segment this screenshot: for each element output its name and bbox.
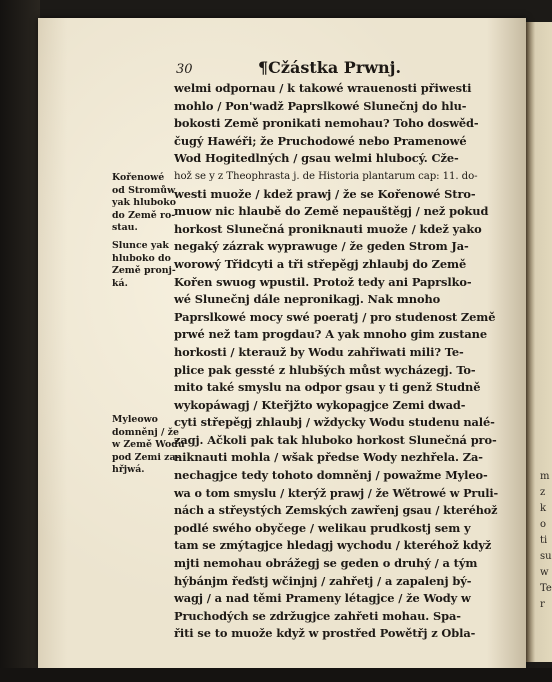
margin-note-line: Země pronj- [112,265,176,277]
text-line: plice pak gessté z hlubšých můst wycházegj. To- [174,362,476,377]
next-page-fragment: ti [540,535,548,546]
text-line: westi muože / kdež prawj / že se Kořenowé Stro- [174,186,476,201]
margin-note-line: pod Zemi za- [112,451,180,463]
text-line: mohlo / Pon'wadž Paprslkowé Slunečnj do hlu- [174,98,467,113]
text-line: Pruchodých se zdržugjce zahřeti mohau. Spa- [174,608,461,623]
next-page-fragment: o [540,519,547,530]
text-line: řiti se to muože když w prostřed Powětřj z Obla- [174,626,476,641]
margin-note-line: domněnj / že [112,426,179,438]
margin-note-line: Myleowo [112,414,158,425]
text-line: hož se y z Theophrasta j. de Historia plantarum cap: 11. do- [174,170,478,182]
text-line: mito také smyslu na odpor gsau y ti genž Studně [174,380,481,395]
margin-note-roots [112,172,177,235]
text-line: nách a střeystých Zemských zawřenj gsau / kteréhož [174,503,498,518]
next-page-fragment: w [540,567,549,578]
text-line: Wod Hogitedlných / gsau welmi hlubocý. Cže- [174,151,459,166]
text-line: mjti nemohau obrážegj se geden o druhý / a tým [174,556,478,571]
text-line: welmi odpornau / k takowé wrauenosti přiwesti [174,81,472,95]
text-line: cyti střepěgj zhlaubj / wždycky Wodu studenu nalé- [174,415,495,430]
text-line: niknauti mohla / wšak předse Wody nezhřela. Za- [174,450,483,465]
margin-note-line: Kořenowé [112,172,165,183]
text-line: horkost Slunečná proniknauti muože / kdež yako [174,221,482,236]
text-line: wykopáwagj / Kteřjžto wykopagjce Zemi dwad- [174,397,466,412]
text-line: podlé swého obyčege / welikau prudkostj sem y [174,520,471,535]
text-line: negaký zázrak wyprawuge / že geden Strom Ja- [174,239,469,254]
margin-note-line: do Země ro- [112,209,176,221]
margin-note-line: yak hluboko [112,197,177,209]
next-page-fragment: z [540,487,546,498]
next-page-fragment: su [540,551,552,562]
text-line: prwé než tam progdau? A yak mnoho gim zustane [174,327,487,342]
page-number: 30 [176,62,193,77]
text-line: Paprslkowé mocy swé poeratj / pro studenost Země [174,309,496,324]
text-line: bokosti Země pronikati nemohau? Toho doswěd- [174,116,479,131]
book-gutter-shadow [0,0,40,682]
next-page-fragment: r [540,599,545,610]
text-line: nechagjce tedy tohoto domněnj / powažme Myleo- [174,468,488,483]
scan-bottom-edge [0,668,552,682]
text-line: wa o tom smyslu / kterýž prawj / že Wětrowé w Pruli- [174,485,499,500]
next-page-fragment: k [540,503,547,514]
margin-note-line: stau. [112,222,138,234]
main-text-block [174,80,499,643]
text-line: Kořen swuog wpustil. Protož tedy ani Paprslko- [174,274,472,289]
text-line: zagj. Ačkoli pak tak hluboko horkost Slunečná pro- [174,432,497,447]
margin-note-myleo [112,414,185,477]
text-line: čugý Hawéři; že Pruchodowé nebo Pramenowé [174,133,467,148]
next-page-fragment: Te [540,583,552,594]
margin-note-sun [112,240,174,290]
text-line: horkosti / kterauž by Wodu zahřiwati mili? Te- [174,344,464,359]
margin-note-line: hluboko do [112,252,171,264]
margin-note-line: hřjwá. [112,464,145,476]
text-line: muow nic hlaubě do Země nepauštěgj / než pokud [174,204,489,219]
next-page-fragment: m [540,471,550,482]
text-line: wagj / a nad těmi Prameny létagjce / že Wody w [174,591,471,606]
text-line: hýbánjm řeďstj wčinjnj / zahřetj / a zapalenj bý- [174,573,472,588]
margin-note-line: od Stromůw [112,184,176,196]
text-line: tam se zmýtagjce hledagj wychodu / kteréhož když [174,538,492,553]
text-line: worowý Třidcyti a tři střepěgj zhlaubj do Země [174,256,467,271]
running-header: ¶Cžástka Prwnj. [258,58,402,77]
margin-note-line: w Země Wodu [112,439,185,451]
margin-note-line: Slunce yak [112,240,169,251]
margin-note-line: ká. [112,277,128,289]
text-line: wé Slunečnj dále nepronikagj. Nak mnoho [174,292,441,307]
